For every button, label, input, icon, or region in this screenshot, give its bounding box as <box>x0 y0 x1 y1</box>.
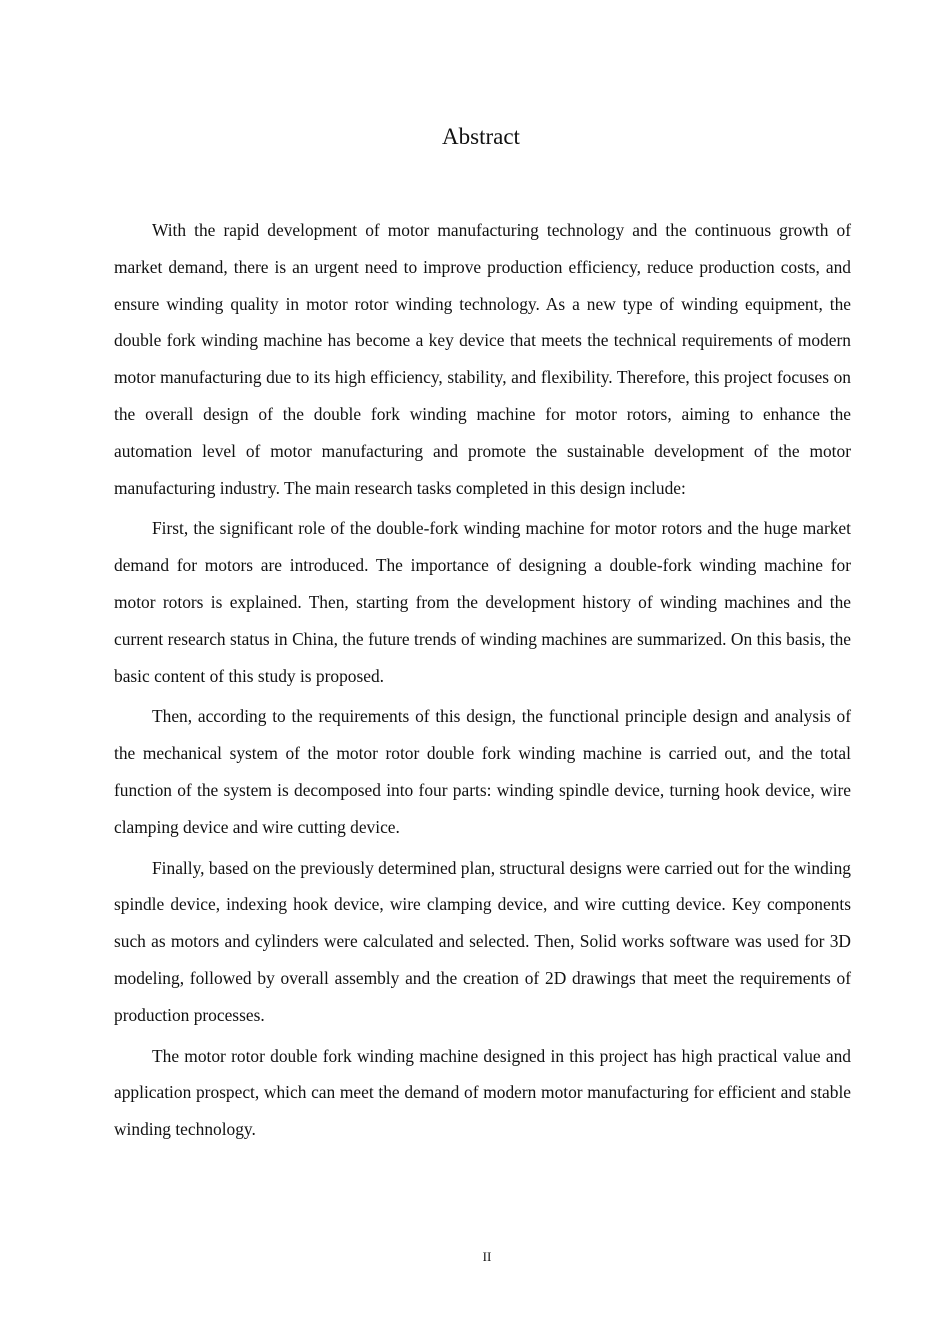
page-title: Abstract <box>442 124 520 149</box>
abstract-paragraph-4: Finally, based on the previously determined plan, structural designs were carried out for the winding spindle device, indexing hook device, wire clamping device, and wire cutting device. Key components such as motors and cylinders were calculated and selected. Then, Solid works software was used for 3D modeling, followed by overall assembly and the creation of 2D drawings that meet the requirements of production processes. <box>114 857 851 1025</box>
abstract-paragraph-3: Then, according to the requirements of this design, the functional principle design and analysis of the mechanical system of the motor rotor double fork winding machine is carried out, and the total function of the system is decomposed into four parts: winding spindle device, turning hook device, wire clamping device and wire cutting device. <box>114 706 851 837</box>
abstract-body <box>114 212 851 1152</box>
abstract-paragraph-2: First, the significant role of the double-fork winding machine for motor rotors and the huge market demand for motors are introduced. The importance of designing a double-fork winding machine for motor rotors is explained. Then, starting from the development history of winding machines and the current research status in China, the future trends of winding machines are summarized. On this basis, the basic content of this study is proposed. <box>114 518 851 686</box>
page-number: II <box>482 1249 492 1264</box>
abstract-paragraph-5: The motor rotor double fork winding machine designed in this project has high practical value and application prospect, which can meet the demand of modern motor manufacturing for efficient and stable winding technology. <box>114 1045 851 1140</box>
abstract-paragraph-1: With the rapid development of motor manufacturing technology and the continuous growth of market demand, there is an urgent need to improve production efficiency, reduce production costs, and ensure winding quality in motor rotor winding technology. As a new type of winding equipment, the double fork winding machine has become a key device that meets the technical requirements of modern motor manufacturing due to its high efficiency, stability, and flexibility. Therefore, this project focuses on the overall design of the double fork winding machine for motor rotors, aiming to enhance the automation level of motor manufacturing and promote the sustainable development of the motor manufacturing industry. The main research tasks completed in this design include: <box>114 220 851 498</box>
